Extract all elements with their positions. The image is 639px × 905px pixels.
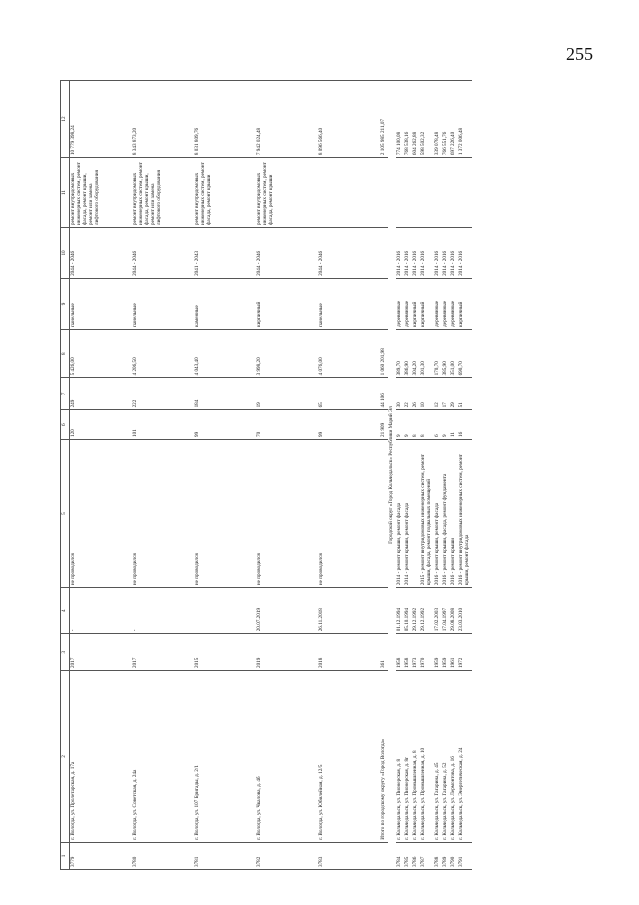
cell-addr: г. Кольчедальск, ул. Пионерская, д. 8 bbox=[396, 671, 404, 843]
table-row bbox=[194, 81, 256, 870]
cell-floors: 16 bbox=[458, 410, 472, 440]
cell-addr: г. Вологда, ул. Пролетарская, д. 17а bbox=[69, 671, 132, 843]
cell-addr: г. Кольчедальск, ул. Промышленная, д. 8 bbox=[412, 671, 420, 843]
header-cell: 12 bbox=[61, 81, 70, 158]
table-row bbox=[404, 81, 412, 870]
total-blank bbox=[380, 227, 388, 278]
cell-year: 1958 bbox=[396, 634, 404, 671]
cell-n: 3779 bbox=[69, 842, 132, 869]
cell-period: 2014 - 2016 bbox=[442, 227, 450, 278]
cell-cost: 7 942 024,48 bbox=[256, 81, 318, 158]
cell-wall: деревянные bbox=[404, 278, 412, 329]
table-row bbox=[396, 81, 404, 870]
table-row bbox=[69, 81, 132, 870]
cell-addr: г. Кольчедальск, ул. Энергетическая, д. 24 bbox=[458, 671, 472, 843]
cell-date: 23.03.2010 bbox=[458, 588, 472, 634]
bottom-rows bbox=[396, 81, 472, 870]
cell-cost: 8 343 873,20 bbox=[132, 81, 194, 158]
cell-year: 1972 bbox=[458, 634, 472, 671]
cell-period: 2044 - 2046 bbox=[318, 227, 380, 278]
header-row bbox=[61, 81, 70, 870]
total-blank bbox=[380, 588, 388, 634]
cell-area: 301,30 bbox=[420, 329, 434, 378]
cell-units: 12 bbox=[434, 378, 442, 410]
cell-state: 2016 - ремонт крыши, фасада, ремонт фундамента bbox=[442, 440, 450, 588]
cell-cost: 8 096 566,40 bbox=[318, 81, 380, 158]
cell-addr: г. Кольчедальск, ул. Промышленная, д. 10 bbox=[420, 671, 434, 843]
cell-n: 3789 bbox=[442, 842, 450, 869]
cell-wall: панельные bbox=[318, 278, 380, 329]
cell-n: 3784 bbox=[396, 842, 404, 869]
cell-cost: 8 031 809,76 bbox=[194, 81, 256, 158]
cell-n: 3791 bbox=[458, 842, 472, 869]
cell-year: 1973 bbox=[412, 634, 420, 671]
cell-addr: г. Вологда, ул. Юбилейная, д. 12/5 bbox=[318, 671, 380, 843]
cell-work: ремонт внутридомовых инженерных систем, ремонт фасада, ремонт крыши bbox=[194, 158, 256, 228]
cell-units: 184 bbox=[194, 378, 256, 410]
cell-floors: 101 bbox=[132, 410, 194, 440]
header-cell: 6 bbox=[61, 410, 70, 440]
total-blank bbox=[380, 158, 388, 228]
cell-floors: 8 bbox=[412, 410, 420, 440]
cell-date: 29.08.2008 bbox=[450, 588, 458, 634]
cell-wall: деревянные bbox=[396, 278, 404, 329]
cell-work: ремонт внутридомовых инженерных систем, ремонт фасада, ремонт крыши, ремонт или замена лифтового оборудования bbox=[69, 158, 132, 228]
region-row bbox=[388, 81, 396, 870]
total-blank bbox=[380, 278, 388, 329]
cell-wall: деревянные bbox=[434, 278, 442, 329]
cell-state: 2016 - ремонт внутридомовых инженерных систем, ремонт крыши, ремонт фасада bbox=[458, 440, 472, 588]
header-cell: 7 bbox=[61, 378, 70, 410]
cell-state bbox=[412, 440, 420, 588]
cell-area: 386,90 bbox=[404, 329, 412, 378]
page-number: 255 bbox=[566, 44, 593, 64]
table-row bbox=[132, 81, 194, 870]
cell-period: 2014 - 2016 bbox=[420, 227, 434, 278]
rotated-table-wrapper bbox=[60, 80, 575, 870]
header-cell: 2 bbox=[61, 671, 70, 843]
cell-cost: 766 551,76 bbox=[442, 81, 450, 158]
cell-units: 19 bbox=[256, 378, 318, 410]
cell-year: 1961 bbox=[450, 634, 458, 671]
cell-state: не проводился bbox=[69, 440, 132, 588]
cell-area: 170,70 bbox=[434, 329, 442, 378]
cell-addr: г. Кольчедальск, ул. Гагарина, д. 52 bbox=[442, 671, 450, 843]
table-row bbox=[450, 81, 458, 870]
cell-n: 3788 bbox=[434, 842, 442, 869]
cell-addr: г. Кольчедальск, ул. Лермонтова, д. 16 bbox=[450, 671, 458, 843]
cell-work bbox=[420, 158, 434, 228]
region-label: Городской округ «Город Кольчедальск» Республики Марий Эл bbox=[388, 81, 396, 870]
cell-wall: кирпичный bbox=[420, 278, 434, 329]
cell-floors: 99 bbox=[318, 410, 380, 440]
total-units: 44 106 bbox=[380, 378, 388, 410]
housing-register-table bbox=[60, 80, 472, 870]
cell-wall: каменные bbox=[194, 278, 256, 329]
total-row bbox=[380, 81, 388, 870]
total-label: Итого по городскому округу «Город Вологда» bbox=[380, 671, 388, 843]
cell-cost: 598 502,32 bbox=[420, 81, 434, 158]
cell-wall: деревянные bbox=[450, 278, 458, 329]
cell-cost: 1 372 006,48 bbox=[458, 81, 472, 158]
cell-period: 2014 - 2016 bbox=[404, 227, 412, 278]
cell-year: 2017 bbox=[69, 634, 132, 671]
table-row bbox=[420, 81, 434, 870]
cell-state: 2015 - ремонт внутридомовых инженерных систем, ремонт крыши, фасада, ремонт подвальных помещений bbox=[420, 440, 434, 588]
cell-addr: г. Вологда, ул. Чкалова, д. 4б bbox=[256, 671, 318, 843]
cell-area: 389,70 bbox=[396, 329, 404, 378]
cell-cost: 768 538,16 bbox=[404, 81, 412, 158]
cell-work bbox=[450, 158, 458, 228]
top-rows bbox=[69, 81, 380, 870]
cell-state: 2016 - ремонт крыши bbox=[450, 440, 458, 588]
cell-year: 1959 bbox=[442, 634, 450, 671]
header-cell: 1 bbox=[61, 842, 70, 869]
cell-cost: 604 262,88 bbox=[412, 81, 420, 158]
cell-state: не проводился bbox=[194, 440, 256, 588]
cell-addr: г. Кольчедальск, ул. Гагарина, д. 45 bbox=[434, 671, 442, 843]
cell-n: 3781 bbox=[194, 842, 256, 869]
cell-state: не проводился bbox=[318, 440, 380, 588]
cell-state: 2016 - ремонт крыши, ремонт фасада bbox=[434, 440, 442, 588]
cell-units: 65 bbox=[318, 378, 380, 410]
cell-wall: деревянные bbox=[442, 278, 450, 329]
cell-work: ремонт внутридомовых инженерных систем, ремонт фасада, ремонт крыши bbox=[256, 158, 318, 228]
cell-date: 17.04.1997 bbox=[442, 588, 450, 634]
cell-area: 385,90 bbox=[442, 329, 450, 378]
cell-cost: 774 100,08 bbox=[396, 81, 404, 158]
cell-n: 3780 bbox=[132, 842, 194, 869]
cell-period: 2014 - 2016 bbox=[396, 227, 404, 278]
header-cell: 8 bbox=[61, 329, 70, 378]
cell-date: 20.07.2019 bbox=[256, 588, 318, 634]
cell-date: - bbox=[132, 588, 194, 634]
table-row bbox=[318, 81, 380, 870]
total-area: 1 060 201,98 bbox=[380, 329, 388, 378]
cell-cost: 697 226,40 bbox=[450, 81, 458, 158]
cell-area: 304,20 bbox=[412, 329, 420, 378]
table-row bbox=[256, 81, 318, 870]
cell-n: 3787 bbox=[420, 842, 434, 869]
cell-date: - bbox=[69, 588, 132, 634]
cell-cost: 10 779 398,24 bbox=[69, 81, 132, 158]
cell-units: 222 bbox=[132, 378, 194, 410]
cell-addr: г. Вологда, ул. Советская, д. 24а bbox=[132, 671, 194, 843]
cell-area: 3 998,20 bbox=[256, 329, 318, 378]
cell-work: ремонт внутридомовых инженерных систем, ремонт фасада, ремонт крыши, ремонт или замена лифтового оборудования bbox=[132, 158, 194, 228]
header-cell: 10 bbox=[61, 227, 70, 278]
cell-units: 10 bbox=[420, 378, 434, 410]
cell-year: 2018 bbox=[318, 634, 380, 671]
cell-floors: 120 bbox=[69, 410, 132, 440]
cell-floors: 9 bbox=[404, 410, 412, 440]
cell-work bbox=[442, 158, 450, 228]
cell-work bbox=[458, 158, 472, 228]
cell-work bbox=[318, 158, 380, 228]
cell-floors: 9 bbox=[442, 410, 450, 440]
cell-area: 4 043,40 bbox=[194, 329, 256, 378]
cell-units: 22 bbox=[404, 378, 412, 410]
cell-units: 51 bbox=[458, 378, 472, 410]
cell-year: 1958 bbox=[404, 634, 412, 671]
cell-n: 3785 bbox=[404, 842, 412, 869]
cell-period: 2044 - 2046 bbox=[132, 227, 194, 278]
cell-state: не проводился bbox=[256, 440, 318, 588]
table-row bbox=[412, 81, 420, 870]
cell-year: 1959 bbox=[434, 634, 442, 671]
cell-work bbox=[434, 158, 442, 228]
cell-wall: кирпичный bbox=[412, 278, 420, 329]
cell-period: 2044 - 2046 bbox=[69, 227, 132, 278]
cell-period: 2044 - 2046 bbox=[256, 227, 318, 278]
cell-date: 26.11.2018 bbox=[318, 588, 380, 634]
cell-units: 30 bbox=[396, 378, 404, 410]
table-row bbox=[442, 81, 450, 870]
header-cell: 9 bbox=[61, 278, 70, 329]
total-floors: 21 909 bbox=[380, 410, 388, 440]
cell-floors: 70 bbox=[256, 410, 318, 440]
cell-date: 01.12.1994 bbox=[396, 588, 404, 634]
cell-period: 2041 - 2043 bbox=[194, 227, 256, 278]
cell-date: 29.12.1992 bbox=[412, 588, 420, 634]
cell-state: 2014 - ремонт крыши, ремонт фасада bbox=[396, 440, 404, 588]
cell-date: 17.02.2003 bbox=[434, 588, 442, 634]
cell-units: 29 bbox=[450, 378, 458, 410]
cell-units: 17 bbox=[442, 378, 450, 410]
cell-work bbox=[396, 158, 404, 228]
cell-state: не проводился bbox=[132, 440, 194, 588]
cell-addr: г. Кольчедальск, ул. Пионерская, д. 8г bbox=[404, 671, 412, 843]
cell-year: 2015 bbox=[194, 634, 256, 671]
cell-area: 690,70 bbox=[458, 329, 472, 378]
total-cost: 2 105 985 211,07 bbox=[380, 81, 388, 158]
cell-year: 2019 bbox=[256, 634, 318, 671]
header-cell: 5 bbox=[61, 440, 70, 588]
cell-units: 26 bbox=[412, 378, 420, 410]
total-blank bbox=[380, 440, 388, 588]
cell-addr: г. Вологда, ул. 107 Бригады, д. 2/1 bbox=[194, 671, 256, 843]
cell-n: 3786 bbox=[412, 842, 420, 869]
cell-date bbox=[194, 588, 256, 634]
cell-period: 2014 - 2016 bbox=[412, 227, 420, 278]
cell-wall: панельные bbox=[132, 278, 194, 329]
cell-wall: панельные bbox=[69, 278, 132, 329]
cell-wall: кирпичный bbox=[458, 278, 472, 329]
cell-date: 29.12.1992 bbox=[420, 588, 434, 634]
header-cell: 11 bbox=[61, 158, 70, 228]
cell-period: 2014 - 2016 bbox=[450, 227, 458, 278]
cell-n: 3790 bbox=[450, 842, 458, 869]
cell-period: 2014 - 2016 bbox=[458, 227, 472, 278]
cell-work bbox=[404, 158, 412, 228]
cell-state: 2014 - ремонт крыши, ремонт фасада bbox=[404, 440, 412, 588]
cell-period: 2014 - 2016 bbox=[434, 227, 442, 278]
table-row bbox=[434, 81, 442, 870]
cell-work bbox=[412, 158, 420, 228]
cell-floors: 6 bbox=[434, 410, 442, 440]
cell-n: 3783 bbox=[318, 842, 380, 869]
cell-area: 351,00 bbox=[450, 329, 458, 378]
cell-units: 249 bbox=[69, 378, 132, 410]
cell-floors: 99 bbox=[194, 410, 256, 440]
cell-cost: 339 078,48 bbox=[434, 81, 442, 158]
header-cell: 4 bbox=[61, 588, 70, 634]
header-cell: 3 bbox=[61, 634, 70, 671]
cell-wall: кирпичный bbox=[256, 278, 318, 329]
cell-area: 5 426,00 bbox=[69, 329, 132, 378]
cell-year: 2017 bbox=[132, 634, 194, 671]
table-row bbox=[458, 81, 472, 870]
cell-year: 1970 bbox=[420, 634, 434, 671]
cell-area: 4 076,00 bbox=[318, 329, 380, 378]
cell-floors: 11 bbox=[450, 410, 458, 440]
cell-area: 4 206,50 bbox=[132, 329, 194, 378]
total-count: 361 bbox=[380, 634, 388, 671]
cell-date: 05.10.1994 bbox=[404, 588, 412, 634]
cell-n: 3782 bbox=[256, 842, 318, 869]
total-blank bbox=[380, 842, 388, 869]
cell-floors: 9 bbox=[396, 410, 404, 440]
cell-floors: 8 bbox=[420, 410, 434, 440]
